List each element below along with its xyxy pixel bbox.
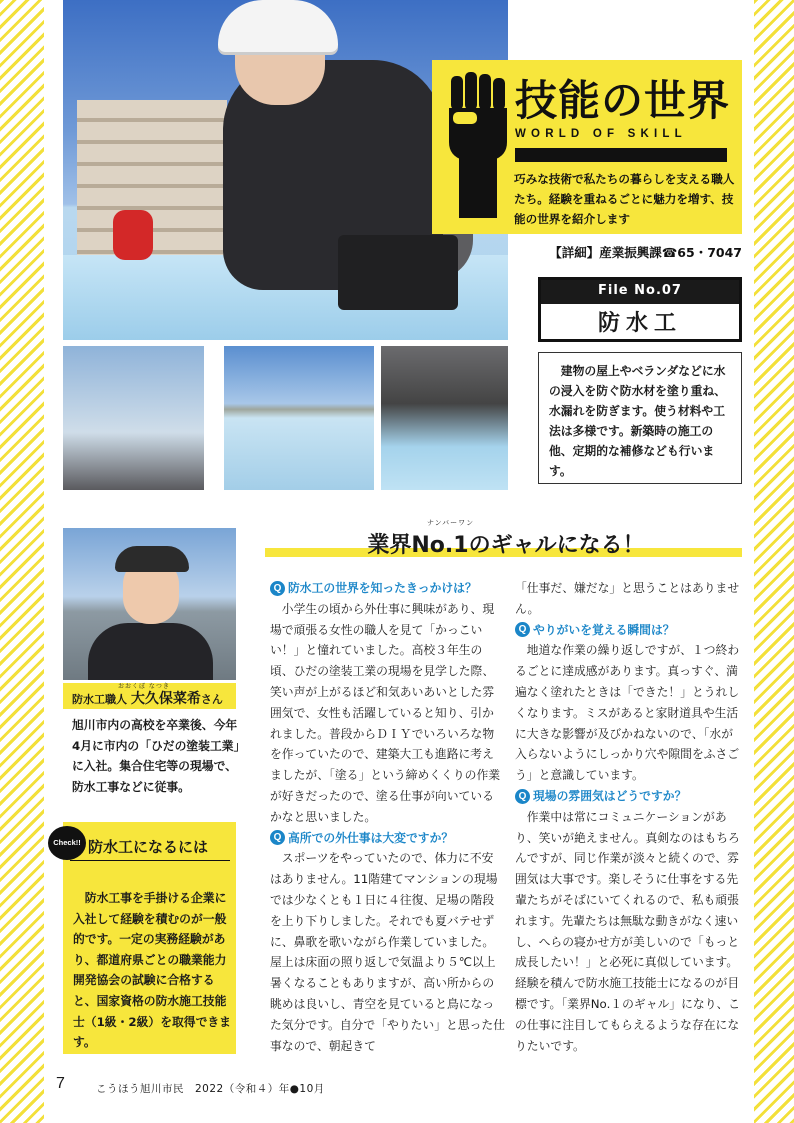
answer-2: スポーツをやっていたので、体力に不安はありません。11階建てマンションの現場では少なくとも１日に４往復、足場の階段を上り下りしました。それでも夏バテせずに、鼻歌を歌いながら作業していました。屋上は床面の照り返しで気温より５℃以上暑くなることもありますが、高い所からの眺めは良いし、青空を見ていると鳥になった気分です。自分で「やりたい」と思った仕事なので、朝起きて (270, 851, 505, 1053)
title-divider (515, 148, 727, 162)
answer-1: 小学生の頃から外仕事に興味があり、現場で頑張る女性の職人を見て「かっこいい！」と憧れていました。高校３年生の頃、ひだの塗装工業の現場を見学した際、笑い声が上がるほど和気あいあいとした雰囲気で、女性も活躍していると知り、引かれました。普段からＤＩＹでいろいろな物を作っていたので、建築大工も進路に考えましたが、「塗る」という締めくくりの作業が好きだったので、塗る仕事が向いているかなと思いました。 (270, 601, 501, 824)
q-icon: Q (515, 789, 530, 804)
profile-role: 防水工職人 (72, 693, 127, 706)
profile-text: 旭川市内の高校を卒業後、今年4月に市内の「ひだの塗装工業」に入社。集合住宅等の現場で、防水工事などに従事。 (72, 718, 240, 794)
profile-name (72, 688, 223, 708)
answer-4: 作業中は常にコミュニケーションがあり、笑いが絶えません。真剣なのはもちろんですが、同じ作業が淡々と続くので、雰囲気は大事です。楽しそうに仕事をする先輩たちがそばにいてくれるので、私も頑張れます。先輩たちは無駄な動きがなく速いし、へらの寝かせ方が美しいので「もっと成長したい！」と必死に真似しています。経験を積んで防水施工技能士になるのが目標です。「業界No.１のギャル」になり、この仕事に注目してもらえるような存在になりたいです。 (515, 809, 741, 1053)
q-icon: Q (270, 581, 285, 596)
question-2: Q 高所での外仕事は大変ですか？ (270, 828, 505, 849)
title-description: 巧みな技術で私たちの暮らしを支える職人たち。経験を重ねるごとに魅力を増す、技能の世界を紹介します (514, 172, 735, 226)
footer-publication: こうほう旭川市民 2022（令和４）年●10月 (96, 1083, 325, 1095)
q-icon: Q (515, 622, 530, 637)
file-label-box (538, 277, 742, 342)
left-stripe-decoration (0, 0, 44, 1123)
file-description: 建物の屋上やベランダなどに水の浸入を防ぐ防水材を塗り重ね、水漏れを防ぎます。使う材料や工法は多様です。新築時の施工の他、定期的な補修なども行います。 (538, 352, 742, 484)
question-1: Q 防水工の世界を知ったきっかけは？ (270, 578, 505, 599)
heading-ruby: ナンバーワン (427, 519, 475, 527)
fist-icon (447, 72, 509, 220)
contact-detail: 【詳細】産業振興課☎65・7047 (549, 245, 742, 260)
article-column-2 (515, 578, 743, 1056)
spatula-photo (381, 346, 508, 490)
profile-suffix: さん (200, 693, 223, 706)
right-stripe-decoration (754, 0, 794, 1123)
profile-name-ruby: おおくぼ なつき (118, 683, 170, 690)
answer-3: 地道な作業の繰り返しですが、１つ終わるごとに達成感があります。真っすぐ、満遍なく塗れたときは「できた！」とうれしくなります。ミスがあると家財道具や生活に大きな影響が及びかねないので、「水が入らないようにしっかり穴や隙間をふさごう」と意識しています。 (515, 643, 740, 783)
question-3: Q やりがいを覚える瞬間は？ (515, 620, 743, 641)
page-subtitle: WORLD OF SKILL (515, 128, 687, 140)
file-name: 防水工 (597, 311, 682, 336)
q-icon: Q (270, 830, 285, 845)
howto-divider (70, 860, 230, 861)
page-number: 7 (56, 1075, 65, 1092)
portrait-photo (63, 528, 236, 680)
howto-title: 防水工になるには (88, 838, 209, 856)
howto-text: 防水工事を手掛ける企業に入社して経験を積むのが一般的です。一定の実務経験があり、都道府県ごとの職業能力開発協会の試験に合格すると、国家資格の防水施工技能士（1級・2級）を取得できます。 (73, 891, 231, 1050)
check-badge: Check!! (48, 826, 86, 860)
answer-2-continuation: 「仕事だ、嫌だな」と思うことはありません。 (515, 581, 740, 616)
page-title: 技能の世界 (515, 76, 731, 125)
question-4: Q 現場の雰囲気はどうですか？ (515, 786, 743, 807)
profile-person-name: 大久保菜希 (130, 691, 201, 707)
article-heading: 業界No.1のギャルになる！ (367, 533, 645, 558)
file-number: File No.07 (541, 280, 739, 304)
rooftop-photo (224, 346, 374, 490)
worker-profile-photo (63, 346, 204, 490)
article-column-1 (270, 578, 505, 1056)
